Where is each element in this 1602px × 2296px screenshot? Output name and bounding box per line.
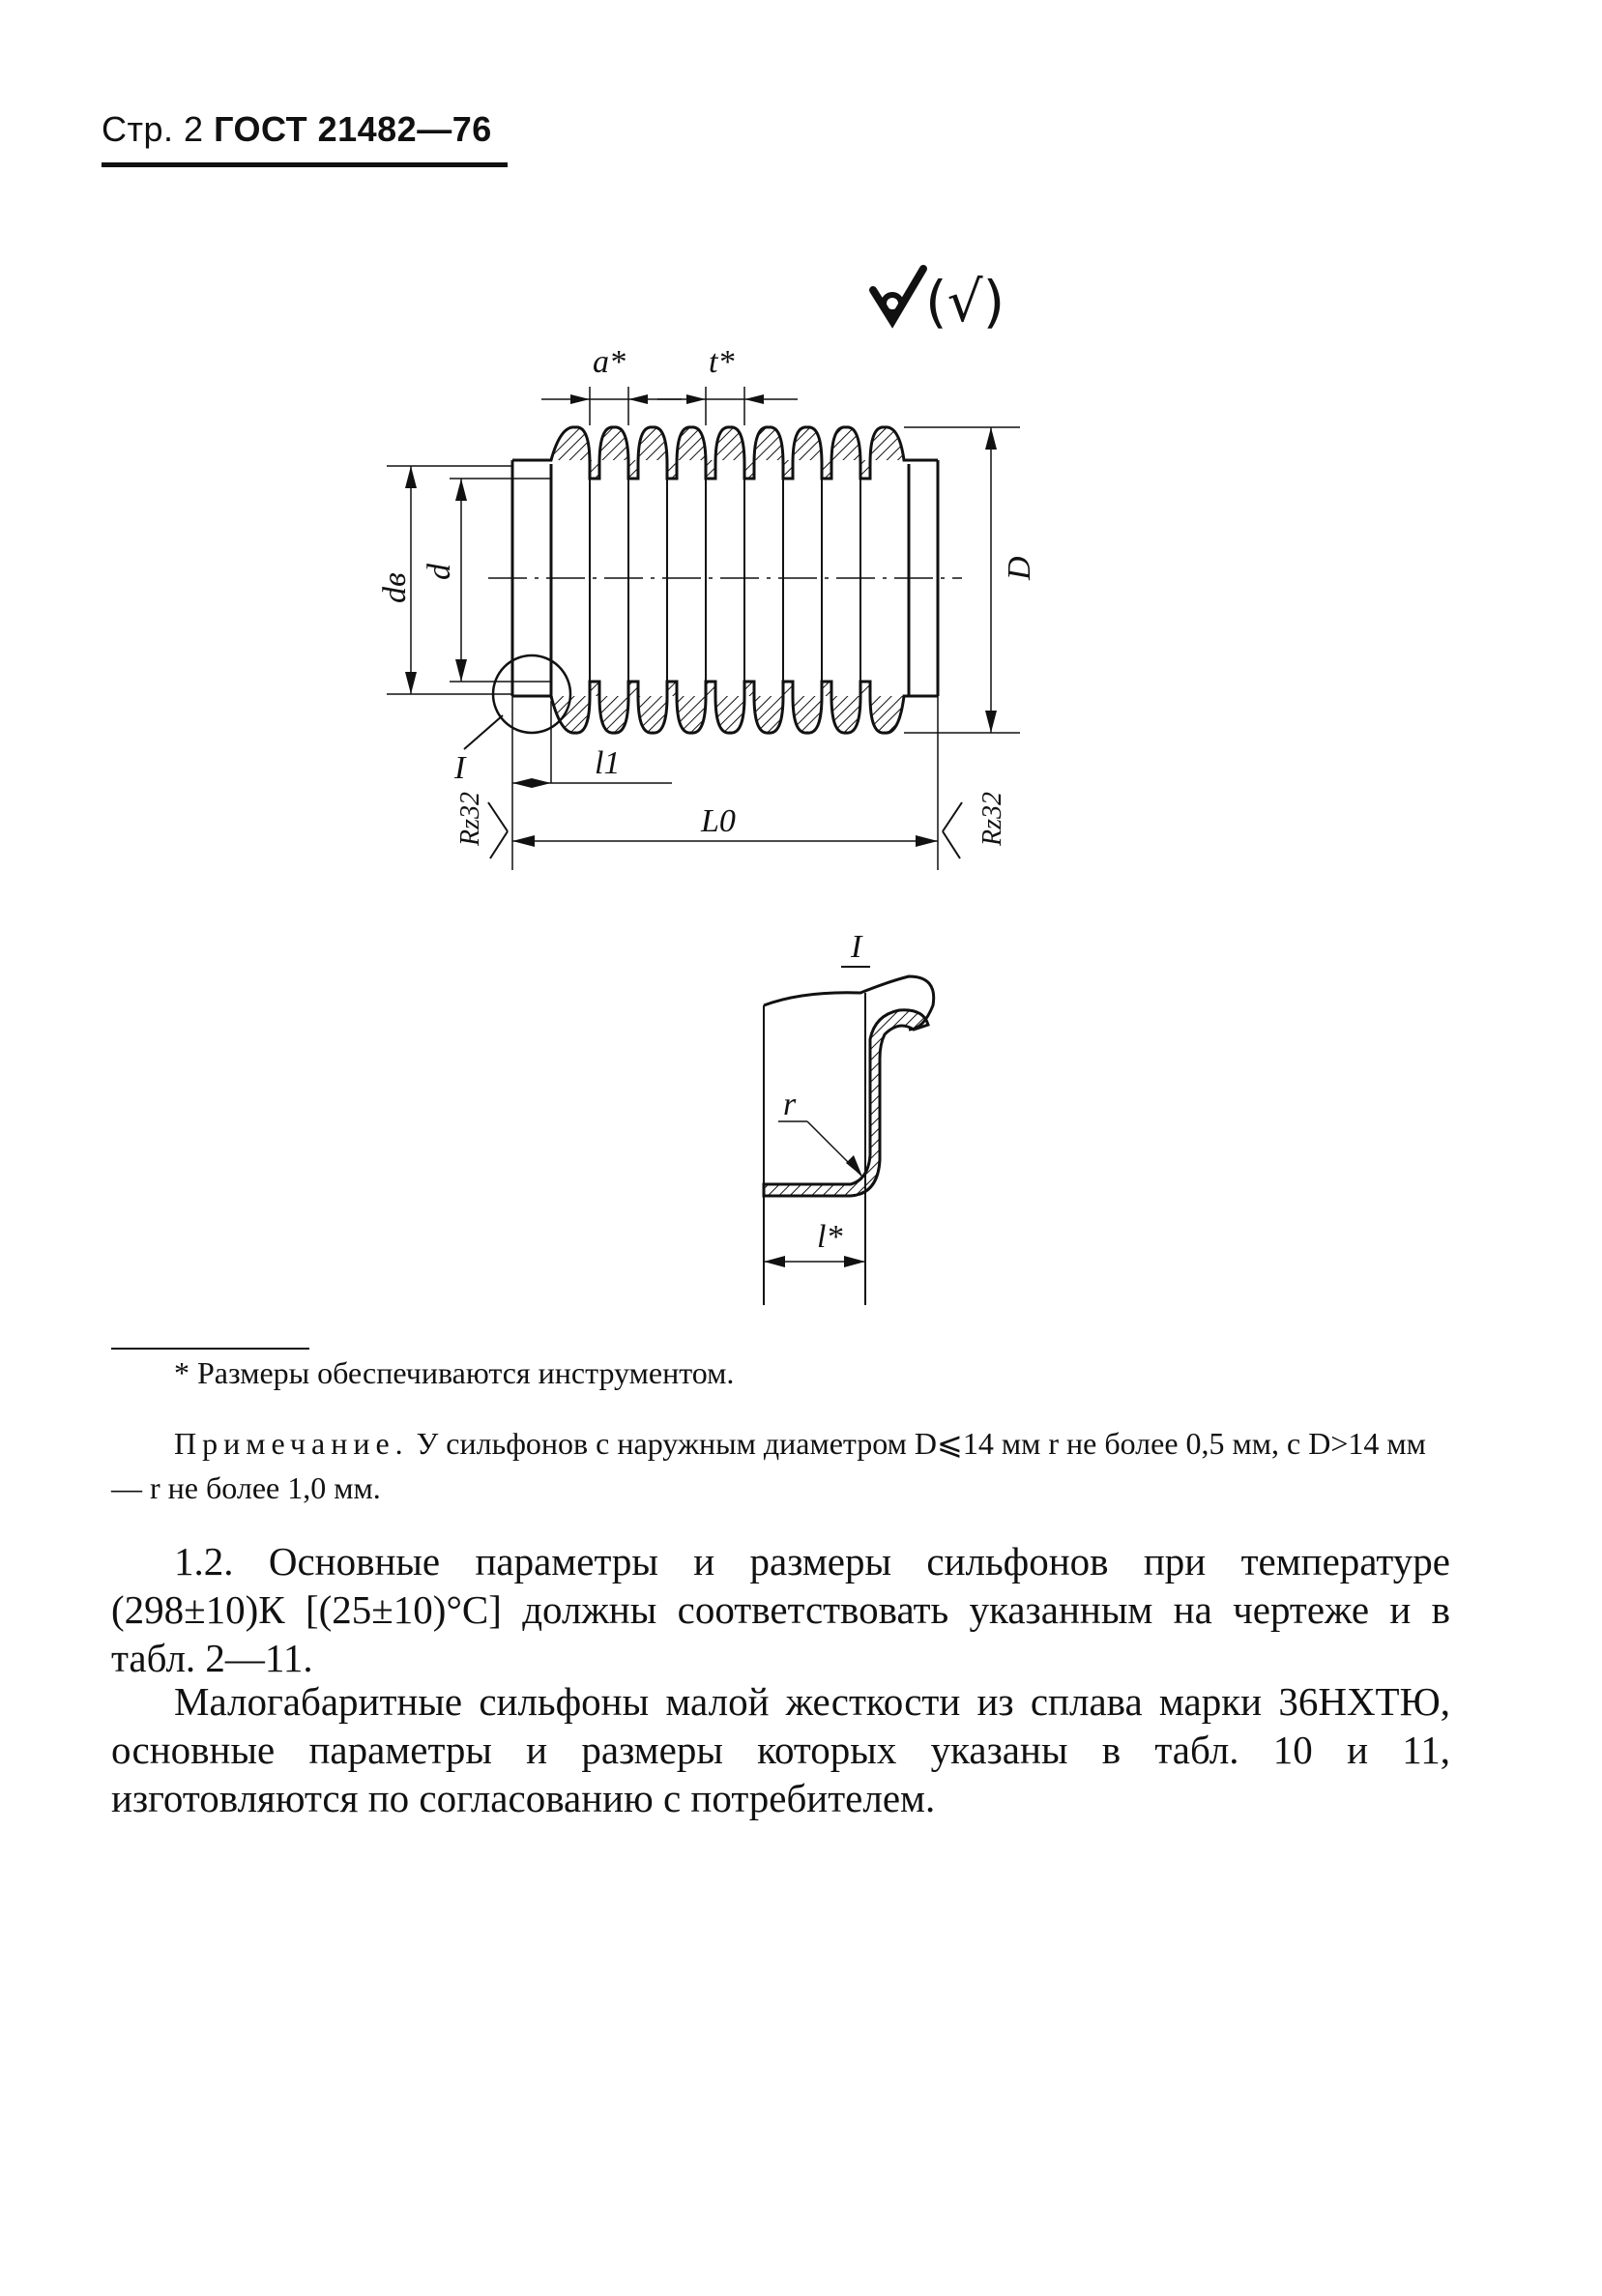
footnote-rule <box>111 1348 309 1350</box>
label-a: a* <box>593 344 626 380</box>
label-dv: dв <box>377 572 413 603</box>
footnote: * Размеры обеспечиваются инструментом. <box>174 1355 735 1390</box>
label-d: d <box>422 564 457 580</box>
note-text: У сильфонов с наружным диаметром D⩽14 мм r не более 0,5 мм, с D>14 мм — r не более 1,0 мм. <box>111 1426 1426 1505</box>
roughness-bracket-label: (√) <box>925 269 1005 334</box>
detail-drawing <box>744 923 1034 1310</box>
label-l1: l1 <box>595 745 621 781</box>
page-number: Стр. 2 <box>102 109 204 149</box>
detail-label-r: r <box>783 1087 797 1122</box>
bellows-bottom-contour <box>512 682 938 733</box>
label-D: D <box>1002 556 1037 580</box>
label-t: t* <box>709 344 735 380</box>
paragraph-1-2: 1.2. Основные параметры и размеры сильфонов при температуре (298±10)К [(25±10)°С] должны соответствовать указанным на чертеже и в табл. 2—11. <box>111 1539 1450 1680</box>
bellows-top-contour <box>512 427 938 479</box>
roughness-check-icon <box>873 269 923 321</box>
note-label: Примечание. <box>174 1426 409 1461</box>
header-rule <box>102 162 508 167</box>
note <box>111 1421 1450 1510</box>
page-header <box>102 109 492 150</box>
label-rz-right: Rz32 <box>977 792 1007 846</box>
label-L0: L0 <box>701 803 736 839</box>
label-rz-left: Rz32 <box>455 792 485 846</box>
bellows-drawing <box>377 319 1059 880</box>
label-section: I <box>454 750 466 786</box>
standard-number: ГОСТ 21482—76 <box>214 109 492 149</box>
detail-label-l: l* <box>817 1219 843 1255</box>
paragraph-small-bellows: Малогабаритные сильфоны малой жесткости из сплава марки 36НХТЮ, основные параметры и размеры которых указаны в табл. 10 и 11, изготовляются по согласованию с потребителем. <box>111 1679 1450 1820</box>
detail-title: I <box>851 929 862 965</box>
